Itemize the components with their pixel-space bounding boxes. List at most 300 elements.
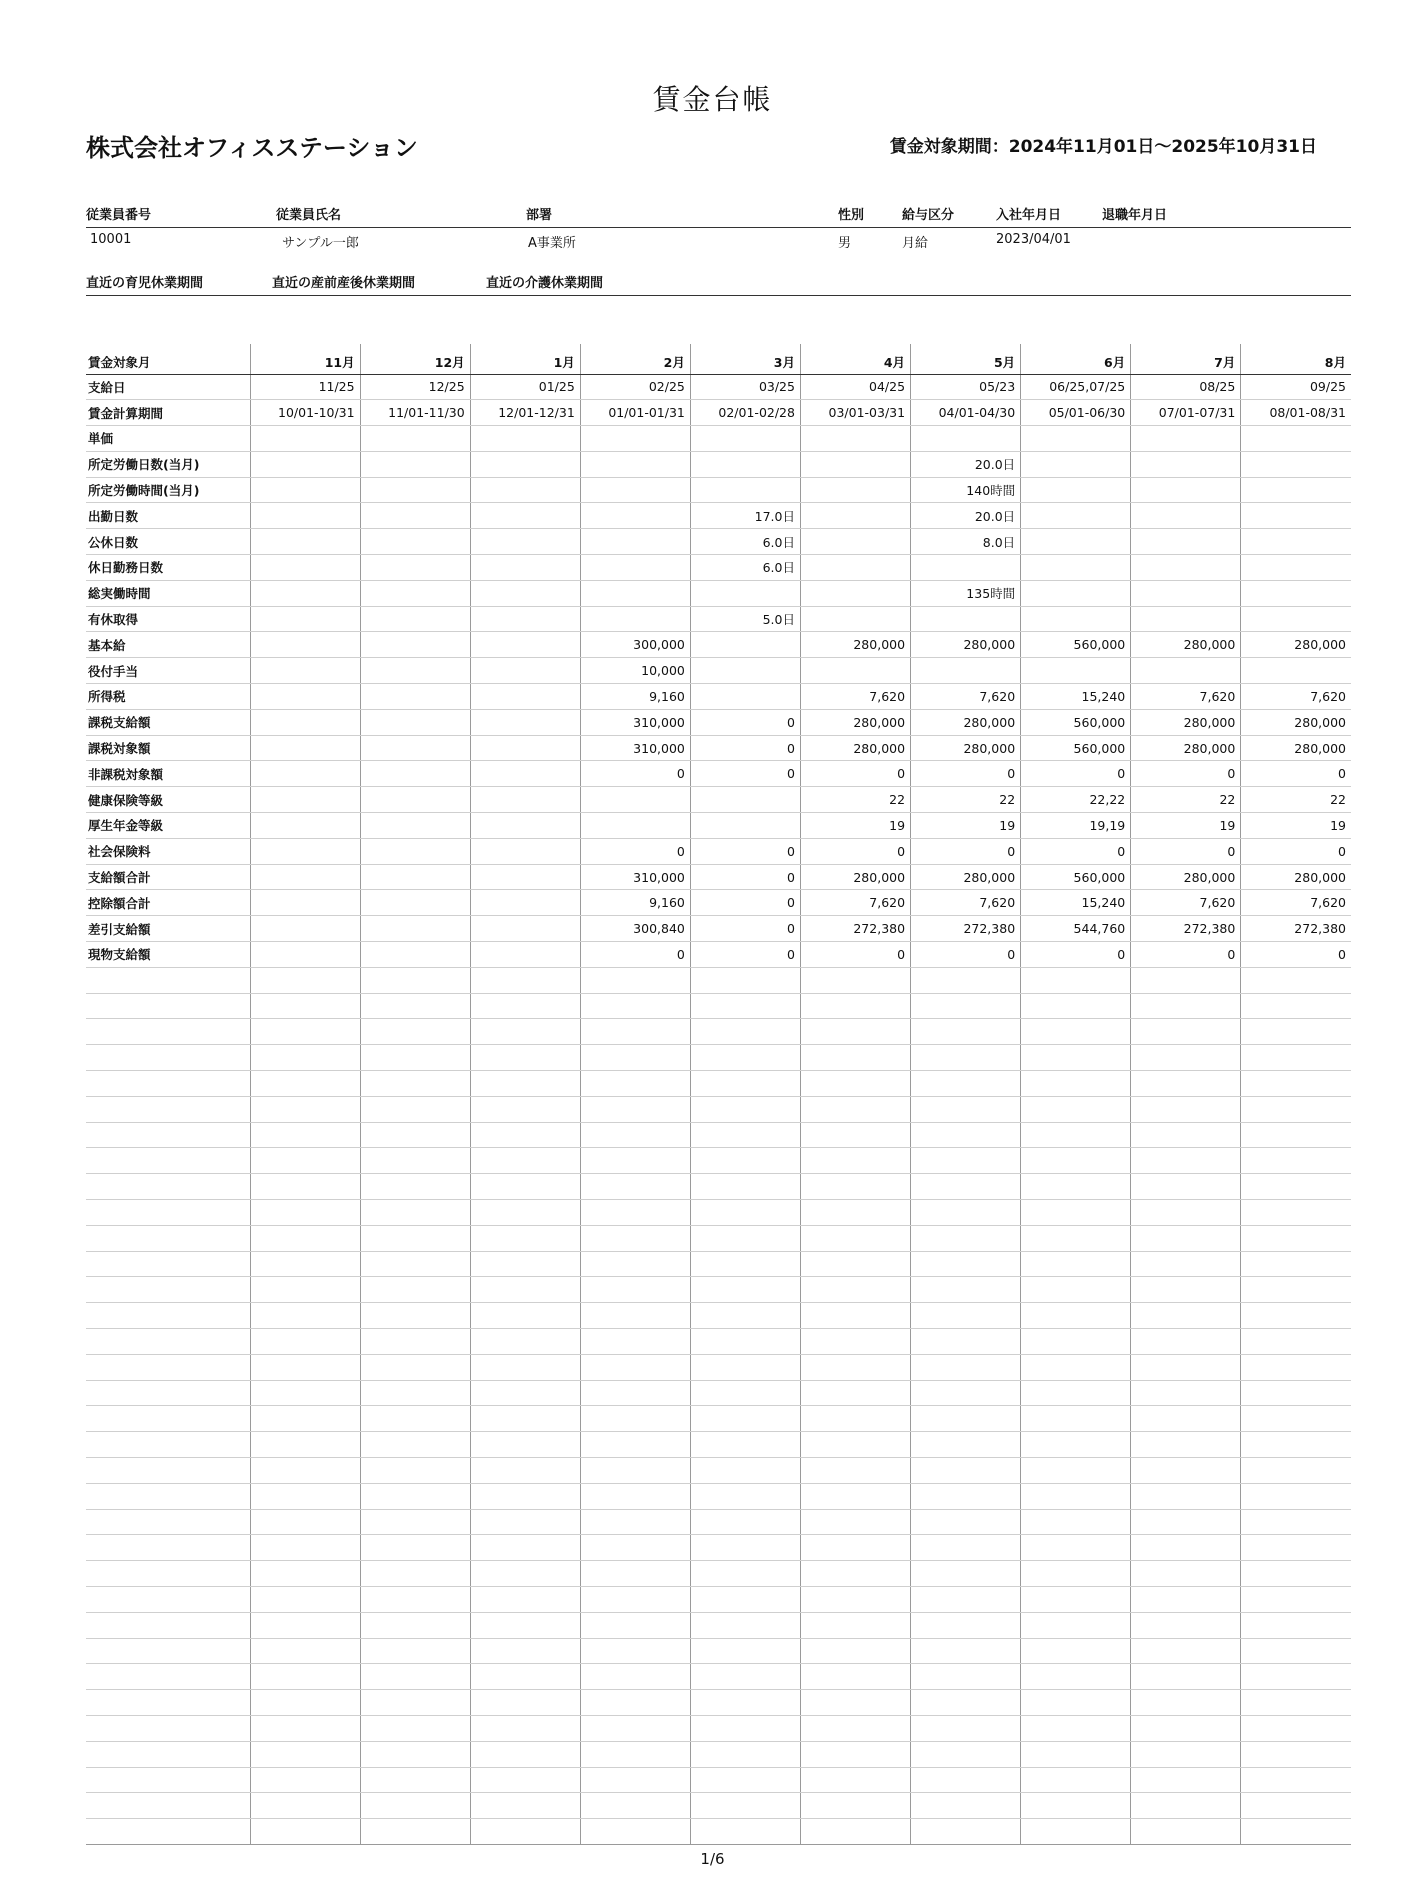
table-cell: 0 — [911, 942, 1021, 968]
blank-cell — [580, 1071, 690, 1097]
blank-cell — [800, 1457, 910, 1483]
table-row — [86, 787, 1351, 813]
table-cell: 12/25 — [360, 374, 470, 400]
blank-cell — [470, 1328, 580, 1354]
blank-row — [86, 1638, 1351, 1664]
blank-cell — [1241, 1432, 1351, 1458]
table-cell — [1021, 529, 1131, 555]
blank-cell — [250, 1071, 360, 1097]
blank-cell — [1131, 1122, 1241, 1148]
table-cell — [1241, 451, 1351, 477]
table-cell: 280,000 — [1131, 864, 1241, 890]
blank-row — [86, 1767, 1351, 1793]
blank-cell — [580, 1612, 690, 1638]
table-cell — [800, 658, 910, 684]
blank-cell — [250, 1174, 360, 1200]
blank-cell — [1241, 1767, 1351, 1793]
table-cell — [1241, 606, 1351, 632]
blank-row — [86, 1690, 1351, 1716]
blank-cell — [1131, 1019, 1241, 1045]
table-cell: 0 — [580, 761, 690, 787]
table-cell: 0 — [1131, 838, 1241, 864]
blank-cell — [911, 1819, 1021, 1845]
table-cell: 8.0日 — [911, 529, 1021, 555]
row-label: 出勤日数 — [86, 503, 250, 529]
blank-cell — [360, 1071, 470, 1097]
blank-cell — [86, 1019, 250, 1045]
table-cell: 300,840 — [580, 916, 690, 942]
table-cell: 272,380 — [911, 916, 1021, 942]
blank-cell — [1241, 1251, 1351, 1277]
blank-cell — [86, 1457, 250, 1483]
table-row — [86, 606, 1351, 632]
table-cell — [250, 632, 360, 658]
table-cell: 280,000 — [800, 632, 910, 658]
blank-cell — [86, 1793, 250, 1819]
table-cell: 0 — [1241, 942, 1351, 968]
blank-cell — [580, 1406, 690, 1432]
blank-cell — [800, 1612, 910, 1638]
row-label: 賃金計算期間 — [86, 400, 250, 426]
table-cell: 19 — [800, 813, 910, 839]
table-row — [86, 451, 1351, 477]
employee-number: 10001 — [90, 232, 132, 247]
table-cell: 10/01-10/31 — [250, 400, 360, 426]
blank-cell — [800, 1586, 910, 1612]
blank-cell — [800, 1019, 910, 1045]
month-header: 3月 — [690, 344, 800, 374]
blank-row — [86, 1457, 1351, 1483]
blank-cell — [1241, 1561, 1351, 1587]
table-row — [86, 890, 1351, 916]
table-cell: 280,000 — [911, 864, 1021, 890]
table-cell: 05/23 — [911, 374, 1021, 400]
blank-cell — [86, 1767, 250, 1793]
blank-cell — [250, 1096, 360, 1122]
blank-cell — [1131, 1432, 1241, 1458]
table-cell: 12/01-12/31 — [470, 400, 580, 426]
table-cell: 19,19 — [1021, 813, 1131, 839]
blank-cell — [360, 993, 470, 1019]
blank-cell — [800, 1200, 910, 1226]
blank-cell — [800, 1148, 910, 1174]
table-cell: 9,160 — [580, 890, 690, 916]
blank-cell — [800, 1071, 910, 1097]
table-cell — [470, 942, 580, 968]
blank-cell — [1131, 967, 1241, 993]
blank-cell — [1131, 1303, 1241, 1329]
blank-cell — [86, 1122, 250, 1148]
blank-cell — [911, 1715, 1021, 1741]
table-cell: 0 — [580, 838, 690, 864]
table-cell — [800, 503, 910, 529]
blank-cell — [911, 1019, 1021, 1045]
blank-cell — [911, 1148, 1021, 1174]
blank-cell — [250, 993, 360, 1019]
blank-cell — [1131, 1174, 1241, 1200]
table-cell — [800, 529, 910, 555]
table-cell: 140時間 — [911, 477, 1021, 503]
blank-cell — [1021, 1225, 1131, 1251]
row-label: 有休取得 — [86, 606, 250, 632]
blank-cell — [911, 1509, 1021, 1535]
table-cell: 7,620 — [911, 890, 1021, 916]
blank-cell — [250, 1200, 360, 1226]
blank-cell — [1021, 1457, 1131, 1483]
table-cell: 19 — [1131, 813, 1241, 839]
month-header: 4月 — [800, 344, 910, 374]
blank-cell — [580, 1741, 690, 1767]
blank-cell — [690, 1380, 800, 1406]
blank-cell — [580, 1793, 690, 1819]
blank-cell — [580, 1354, 690, 1380]
table-row — [86, 709, 1351, 735]
blank-cell — [360, 1328, 470, 1354]
blank-cell — [1021, 1096, 1131, 1122]
table-cell — [1241, 658, 1351, 684]
table-cell: 15,240 — [1021, 684, 1131, 710]
blank-cell — [470, 1354, 580, 1380]
blank-cell — [580, 1096, 690, 1122]
table-cell — [690, 451, 800, 477]
blank-row — [86, 1096, 1351, 1122]
blank-cell — [1131, 1793, 1241, 1819]
blank-cell — [360, 1586, 470, 1612]
table-cell — [690, 787, 800, 813]
blank-cell — [1241, 1612, 1351, 1638]
table-cell — [1021, 606, 1131, 632]
table-cell: 0 — [690, 916, 800, 942]
row-label: 厚生年金等級 — [86, 813, 250, 839]
table-cell — [470, 658, 580, 684]
blank-cell — [470, 1071, 580, 1097]
blank-cell — [360, 1793, 470, 1819]
table-cell — [1131, 426, 1241, 452]
table-cell — [1021, 658, 1131, 684]
table-cell: 7,620 — [1241, 890, 1351, 916]
table-row — [86, 838, 1351, 864]
table-row — [86, 916, 1351, 942]
blank-row — [86, 1561, 1351, 1587]
blank-cell — [360, 1303, 470, 1329]
table-cell — [470, 580, 580, 606]
row-label: 公休日数 — [86, 529, 250, 555]
blank-cell — [1241, 1690, 1351, 1716]
row-label: 社会保険料 — [86, 838, 250, 864]
table-row — [86, 864, 1351, 890]
blank-cell — [1131, 1509, 1241, 1535]
blank-cell — [360, 1354, 470, 1380]
table-cell: 272,380 — [800, 916, 910, 942]
table-row — [86, 374, 1351, 400]
table-cell: 280,000 — [800, 709, 910, 735]
table-cell: 272,380 — [1241, 916, 1351, 942]
blank-cell — [86, 1535, 250, 1561]
table-cell — [250, 813, 360, 839]
page-number: 1/6 — [700, 1850, 725, 1868]
blank-cell — [690, 1354, 800, 1380]
blank-cell — [580, 1225, 690, 1251]
table-cell — [470, 477, 580, 503]
table-cell: 280,000 — [1131, 709, 1241, 735]
blank-row — [86, 1483, 1351, 1509]
blank-cell — [250, 1457, 360, 1483]
table-cell — [250, 761, 360, 787]
blank-cell — [360, 967, 470, 993]
month-header: 1月 — [470, 344, 580, 374]
blank-cell — [250, 1509, 360, 1535]
blank-cell — [360, 1148, 470, 1174]
blank-cell — [580, 1174, 690, 1200]
blank-cell — [800, 1406, 910, 1432]
table-cell — [250, 787, 360, 813]
table-cell — [470, 632, 580, 658]
blank-cell — [580, 1561, 690, 1587]
table-cell: 7,620 — [911, 684, 1021, 710]
table-cell: 0 — [911, 761, 1021, 787]
blank-cell — [911, 1432, 1021, 1458]
blank-row — [86, 1535, 1351, 1561]
blank-cell — [470, 1793, 580, 1819]
blank-cell — [690, 1174, 800, 1200]
blank-cell — [580, 1277, 690, 1303]
blank-cell — [1241, 1483, 1351, 1509]
table-cell — [470, 529, 580, 555]
blank-cell — [1241, 1277, 1351, 1303]
blank-cell — [690, 1535, 800, 1561]
table-cell — [1131, 580, 1241, 606]
blank-cell — [1021, 1561, 1131, 1587]
blank-cell — [1021, 1535, 1131, 1561]
blank-cell — [580, 1664, 690, 1690]
row-label: 基本給 — [86, 632, 250, 658]
blank-cell — [911, 1045, 1021, 1071]
table-row — [86, 942, 1351, 968]
blank-cell — [911, 1328, 1021, 1354]
blank-cell — [1131, 1690, 1241, 1716]
table-cell — [360, 580, 470, 606]
table-cell: 10,000 — [580, 658, 690, 684]
blank-row — [86, 993, 1351, 1019]
blank-cell — [360, 1715, 470, 1741]
table-cell — [470, 503, 580, 529]
table-cell: 08/01-08/31 — [1241, 400, 1351, 426]
blank-cell — [1021, 1406, 1131, 1432]
table-cell — [580, 477, 690, 503]
blank-cell — [470, 1535, 580, 1561]
table-cell: 07/01-07/31 — [1131, 400, 1241, 426]
table-cell — [470, 916, 580, 942]
blank-cell — [800, 1380, 910, 1406]
blank-cell — [470, 1819, 580, 1845]
blank-row — [86, 1122, 1351, 1148]
table-cell: 310,000 — [580, 709, 690, 735]
table-cell — [1131, 555, 1241, 581]
blank-cell — [1021, 1715, 1131, 1741]
blank-cell — [1131, 1638, 1241, 1664]
blank-cell — [250, 1819, 360, 1845]
blank-row — [86, 1200, 1351, 1226]
table-row — [86, 761, 1351, 787]
blank-row — [86, 1586, 1351, 1612]
blank-cell — [86, 1045, 250, 1071]
blank-cell — [580, 967, 690, 993]
blank-cell — [250, 1303, 360, 1329]
blank-cell — [86, 1612, 250, 1638]
blank-cell — [580, 1251, 690, 1277]
blank-cell — [580, 1535, 690, 1561]
table-cell: 300,000 — [580, 632, 690, 658]
blank-cell — [86, 1251, 250, 1277]
blank-cell — [690, 967, 800, 993]
table-cell: 11/25 — [250, 374, 360, 400]
hire-date-label: 入社年月日 — [996, 208, 1062, 223]
blank-cell — [1241, 1328, 1351, 1354]
blank-row — [86, 1251, 1351, 1277]
blank-cell — [911, 1303, 1021, 1329]
table-cell: 22 — [1241, 787, 1351, 813]
blank-cell — [911, 1174, 1021, 1200]
blank-cell — [580, 1638, 690, 1664]
blank-cell — [580, 1457, 690, 1483]
row-label: 単価 — [86, 426, 250, 452]
table-cell — [360, 426, 470, 452]
table-cell: 15,240 — [1021, 890, 1131, 916]
blank-cell — [800, 1715, 910, 1741]
blank-cell — [580, 1690, 690, 1716]
row-label: 支給額合計 — [86, 864, 250, 890]
table-cell — [1241, 580, 1351, 606]
month-header: 11月 — [250, 344, 360, 374]
table-cell: 0 — [800, 838, 910, 864]
table-row — [86, 529, 1351, 555]
table-cell: 0 — [690, 761, 800, 787]
blank-cell — [250, 1045, 360, 1071]
blank-cell — [250, 1715, 360, 1741]
blank-cell — [1131, 1819, 1241, 1845]
blank-cell — [360, 1483, 470, 1509]
table-cell: 9,160 — [580, 684, 690, 710]
table-cell — [250, 451, 360, 477]
hire-date: 2023/04/01 — [996, 232, 1071, 247]
blank-cell — [86, 1715, 250, 1741]
blank-cell — [470, 1586, 580, 1612]
wage-ledger-table — [86, 344, 1351, 1845]
table-cell: 0 — [1021, 761, 1131, 787]
month-header: 6月 — [1021, 344, 1131, 374]
table-cell: 0 — [690, 709, 800, 735]
blank-row — [86, 1380, 1351, 1406]
blank-cell — [1241, 1354, 1351, 1380]
blank-cell — [250, 1328, 360, 1354]
blank-cell — [1021, 1612, 1131, 1638]
blank-cell — [86, 1277, 250, 1303]
blank-cell — [250, 1793, 360, 1819]
table-cell: 280,000 — [1241, 632, 1351, 658]
employee-number-label: 従業員番号 — [86, 208, 152, 223]
table-cell: 0 — [1131, 942, 1241, 968]
table-row — [86, 555, 1351, 581]
blank-cell — [1021, 1509, 1131, 1535]
table-cell: 6.0日 — [690, 555, 800, 581]
table-cell: 22 — [1131, 787, 1241, 813]
pay-type: 月給 — [902, 236, 929, 251]
table-cell: 280,000 — [1241, 864, 1351, 890]
table-cell: 0 — [690, 890, 800, 916]
blank-cell — [800, 1096, 910, 1122]
blank-cell — [1241, 1406, 1351, 1432]
gender: 男 — [838, 236, 852, 251]
blank-cell — [580, 1148, 690, 1174]
blank-cell — [690, 1509, 800, 1535]
blank-cell — [690, 1071, 800, 1097]
blank-row — [86, 1174, 1351, 1200]
row-label: 現物支給額 — [86, 942, 250, 968]
blank-row — [86, 1045, 1351, 1071]
table-cell: 560,000 — [1021, 735, 1131, 761]
table-cell: 0 — [800, 942, 910, 968]
table-cell: 05/01-06/30 — [1021, 400, 1131, 426]
blank-cell — [911, 1251, 1021, 1277]
blank-cell — [690, 1328, 800, 1354]
blank-cell — [690, 1303, 800, 1329]
blank-row — [86, 1432, 1351, 1458]
blank-cell — [250, 1380, 360, 1406]
blank-cell — [86, 1690, 250, 1716]
blank-cell — [911, 1354, 1021, 1380]
table-cell: 7,620 — [800, 890, 910, 916]
blank-cell — [86, 1509, 250, 1535]
table-cell — [360, 684, 470, 710]
table-cell — [1241, 477, 1351, 503]
blank-cell — [800, 1432, 910, 1458]
blank-cell — [1131, 1767, 1241, 1793]
row-label: 役付手当 — [86, 658, 250, 684]
table-cell: 310,000 — [580, 735, 690, 761]
row-label: 所定労働時間(当月) — [86, 477, 250, 503]
blank-cell — [1131, 1200, 1241, 1226]
table-cell — [250, 838, 360, 864]
blank-cell — [250, 1019, 360, 1045]
blank-cell — [470, 1122, 580, 1148]
blank-cell — [1241, 1819, 1351, 1845]
table-cell: 09/25 — [1241, 374, 1351, 400]
blank-cell — [911, 967, 1021, 993]
table-cell — [690, 632, 800, 658]
maternity-leave-label: 直近の産前産後休業期間 — [272, 276, 416, 291]
table-cell — [470, 555, 580, 581]
blank-cell — [360, 1406, 470, 1432]
table-cell: 310,000 — [580, 864, 690, 890]
blank-cell — [360, 1612, 470, 1638]
table-cell — [360, 864, 470, 890]
table-cell: 280,000 — [800, 864, 910, 890]
blank-cell — [1131, 1586, 1241, 1612]
row-label: 非課税対象額 — [86, 761, 250, 787]
blank-cell — [86, 1406, 250, 1432]
blank-cell — [580, 1715, 690, 1741]
blank-cell — [690, 1200, 800, 1226]
table-cell — [800, 477, 910, 503]
blank-cell — [690, 1767, 800, 1793]
employee-values-row — [86, 232, 1351, 256]
table-cell — [470, 735, 580, 761]
table-cell — [1241, 529, 1351, 555]
blank-row — [86, 1406, 1351, 1432]
blank-cell — [690, 1638, 800, 1664]
blank-cell — [470, 1174, 580, 1200]
table-cell — [800, 451, 910, 477]
